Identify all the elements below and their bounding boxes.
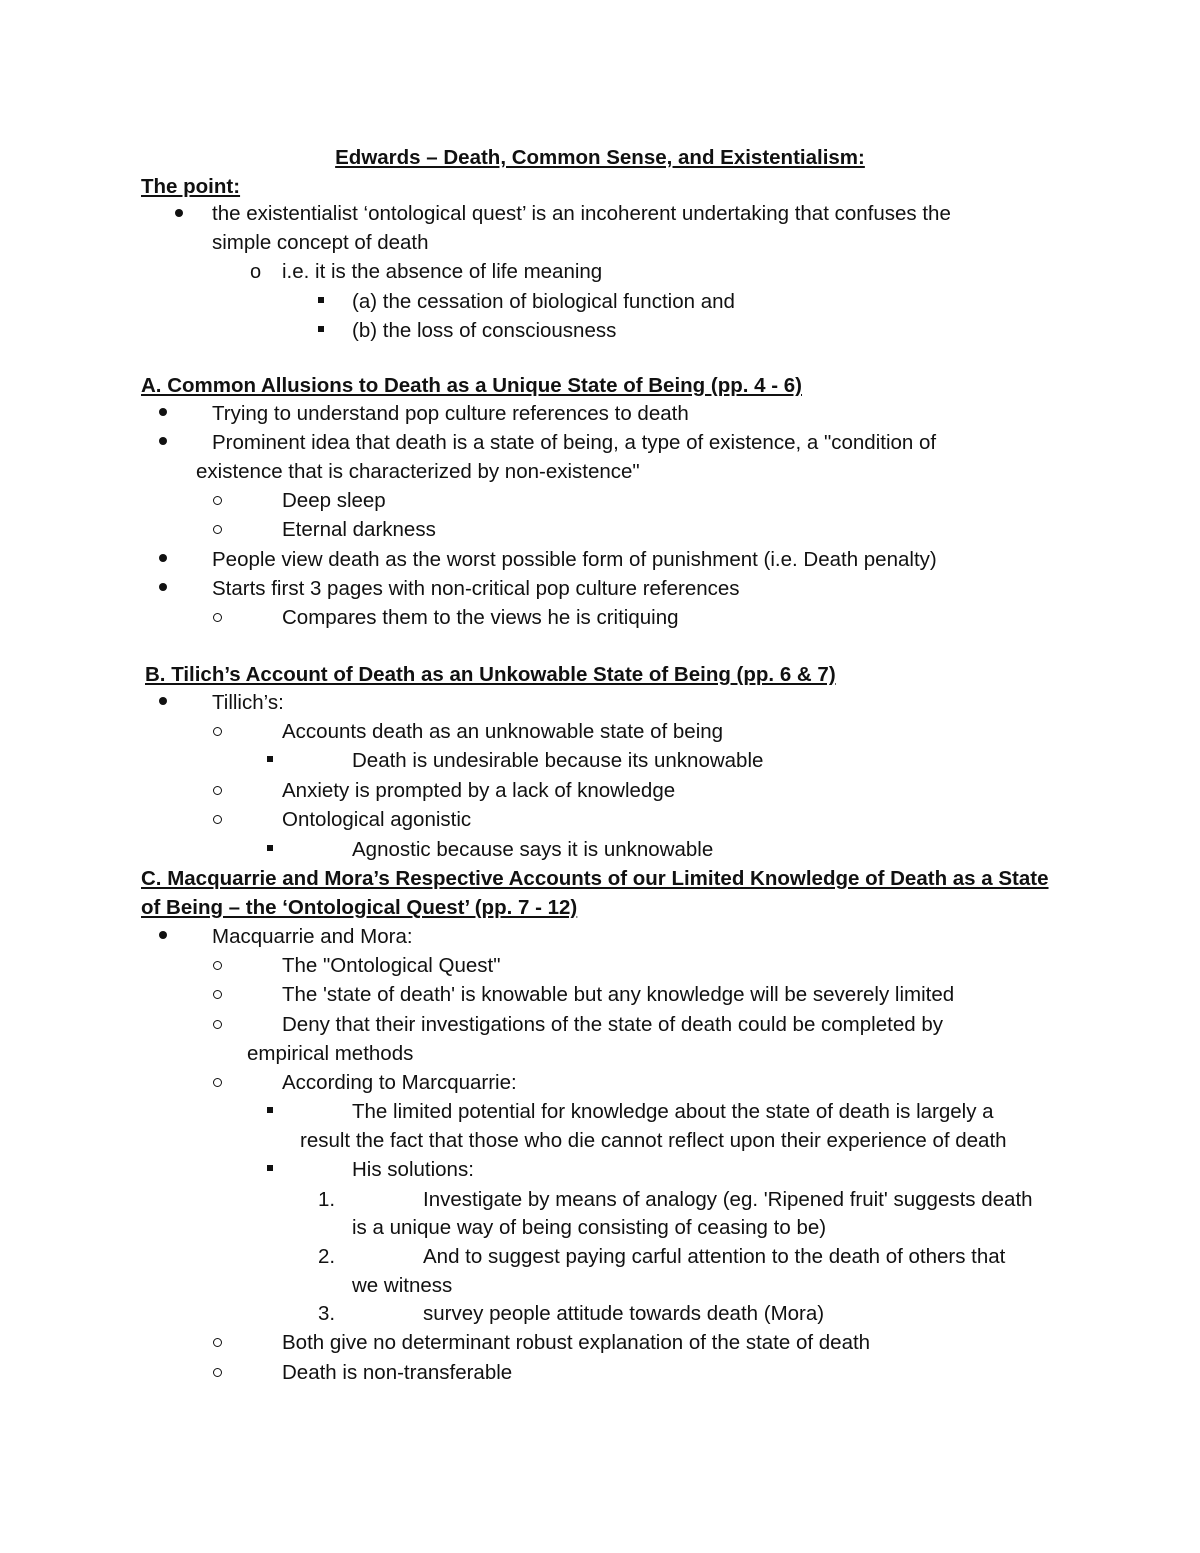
bullet-square-icon [267,756,273,762]
section-c-sub-item: According to Marcquarrie: [282,1071,517,1094]
section-c-item: Macquarrie and Mora: [212,925,413,948]
numbered-marker: 1. [318,1188,336,1211]
point-bullet-line-2: simple concept of death [212,231,429,254]
sub-bullet-o-icon: o [250,261,262,283]
bullet-circle-icon [213,1020,222,1029]
numbered-item: Investigate by means of analogy (eg. 'Ripened fruit' suggests death [423,1188,1033,1211]
bullet-disc-icon [159,437,167,445]
bullet-disc-icon [159,408,167,416]
section-a-heading: A. Common Allusions to Death as a Unique State of Being (pp. 4 - 6) [141,374,802,397]
bullet-disc-icon [159,583,167,591]
section-c-subsub-item-continued: result the fact that those who die cannot reflect upon their experience of death [300,1129,1007,1152]
section-c-sub-item: Both give no determinant robust explanation of the state of death [282,1331,871,1354]
section-a-item: People view death as the worst possible form of punishment (i.e. Death penalty) [212,548,937,571]
section-c-heading-line-2: of Being – the ‘Ontological Quest’ (pp. 7 - 12) [141,896,578,919]
point-sub-item: i.e. it is the absence of life meaning [282,260,603,283]
bullet-disc-icon [159,931,167,939]
bullet-circle-icon [213,613,222,622]
section-a-sub-item: Compares them to the views he is critiquing [282,606,679,629]
section-c-sub-item-continued: empirical methods [247,1042,414,1065]
bullet-square-icon [318,326,324,332]
bullet-circle-icon [213,815,222,824]
section-b-subsub-item: Agnostic because says it is unknowable [352,838,714,861]
point-subsub-item-b: (b) the loss of consciousness [352,319,617,342]
section-b-heading: B. Tilich’s Account of Death as an Unkowable State of Being (pp. 6 & 7) [145,663,836,686]
section-a-sub-item: Deep sleep [282,489,386,512]
section-c-subsub-item: His solutions: [352,1158,474,1181]
bullet-circle-icon [213,525,222,534]
bullet-circle-icon [213,1078,222,1087]
section-b-sub-item: Anxiety is prompted by a lack of knowledge [282,779,676,802]
section-a-sub-item: Eternal darkness [282,518,436,541]
point-subsub-item-a: (a) the cessation of biological function and [352,290,735,313]
section-c-heading-line-1: C. Macquarrie and Mora’s Respective Accounts of our Limited Knowledge of Death as a State [141,867,1049,890]
bullet-square-icon [318,297,324,303]
bullet-circle-icon [213,1338,222,1347]
bullet-disc-icon [175,209,183,217]
numbered-marker: 3. [318,1302,336,1325]
section-c-sub-item: The "Ontological Quest" [282,954,501,977]
numbered-item: survey people attitude towards death (Mora) [423,1302,825,1325]
bullet-square-icon [267,845,273,851]
section-a-item-continued: existence that is characterized by non-existence" [196,460,640,483]
section-c-subsub-item: The limited potential for knowledge about the state of death is largely a [352,1100,994,1123]
bullet-circle-icon [213,990,222,999]
section-b-subsub-item: Death is undesirable because its unknowable [352,749,764,772]
section-c-sub-item: Death is non-transferable [282,1361,513,1384]
numbered-item: And to suggest paying carful attention to the death of others that [423,1245,1006,1268]
bullet-disc-icon [159,697,167,705]
bullet-circle-icon [213,1368,222,1377]
section-a-item: Prominent idea that death is a state of being, a type of existence, a "condition of [212,431,937,454]
section-b-sub-item: Accounts death as an unknowable state of being [282,720,724,743]
section-c-sub-item: The 'state of death' is knowable but any knowledge will be severely limited [282,983,955,1006]
bullet-circle-icon [213,496,222,505]
bullet-circle-icon [213,727,222,736]
section-b-item: Tillich’s: [212,691,284,714]
numbered-item-continued: we witness [352,1274,453,1297]
bullet-disc-icon [159,554,167,562]
page-title: Edwards – Death, Common Sense, and Existentialism: [335,146,865,169]
bullet-square-icon [267,1107,273,1113]
numbered-item-continued: is a unique way of being consisting of ceasing to be) [352,1216,827,1239]
bullet-square-icon [267,1165,273,1171]
section-a-item: Trying to understand pop culture references to death [212,402,689,425]
numbered-marker: 2. [318,1245,336,1268]
section-b-sub-item: Ontological agonistic [282,808,472,831]
section-c-sub-item: Deny that their investigations of the state of death could be completed by [282,1013,943,1036]
bullet-circle-icon [213,961,222,970]
section-a-item: Starts first 3 pages with non-critical pop culture references [212,577,740,600]
point-heading: The point: [141,175,241,198]
point-bullet-line-1: the existentialist ‘ontological quest’ is an incoherent undertaking that confuses the [212,202,951,225]
bullet-circle-icon [213,786,222,795]
